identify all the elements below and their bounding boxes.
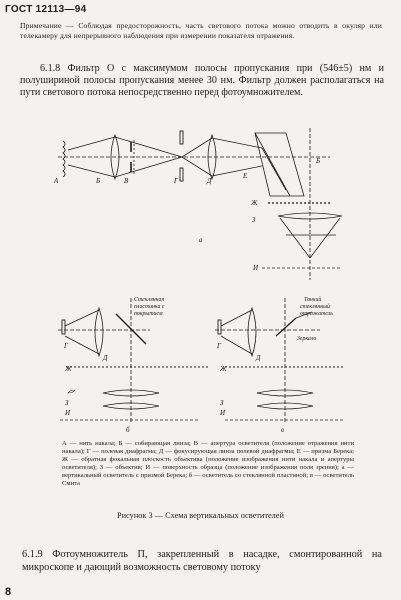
label-g-v: Г — [217, 342, 221, 350]
label-glass-plate-1: Стеклянная — [134, 297, 165, 303]
label-thin-mirror-3: отражатель — [300, 311, 333, 317]
label-i-b: И — [65, 409, 71, 417]
label-d-b: Д — [103, 354, 108, 362]
figure-legend: А — нить накала; Б — собирающая линза; В — апертура осветителя (положение отражения нити накала); Г — полевая диафрагма; Д — фокусирующая линза полевой диафрагмы; Е — призма Берека; Ж — обратная фокальная плоскость объектива (положение изображения нити накала и апертуры осветителя); З — объектив; И — поверхность образца (положение изображения поля зрения); а — вертикальный осветитель с призмой Берека; б — осветитель со стеклянной пластиной; в — осветитель Смита — [62, 440, 354, 487]
label-b-right: Б — [316, 157, 321, 165]
label-zh-b: Ж — [65, 365, 72, 373]
label-g-b: Г — [64, 342, 68, 350]
label-thin-mirror-2: стеклянный — [300, 304, 330, 310]
label-zh-v: Ж — [220, 365, 227, 373]
label-fig-b: б — [126, 426, 130, 434]
label-z-b: З — [65, 399, 69, 407]
label-g: Г — [174, 177, 178, 185]
diagram-a — [58, 128, 342, 280]
page-header: ГОСТ 12113—94 — [5, 4, 87, 15]
label-glass-plate-2: пластинка с — [134, 304, 165, 310]
label-glass-plate-3: покрытием — [134, 311, 163, 317]
label-d-v: Д — [256, 354, 261, 362]
label-i: И — [253, 264, 259, 272]
diagram-labels — [53, 157, 333, 434]
label-b: Б — [96, 177, 101, 185]
page-number: 8 — [5, 586, 12, 598]
label-fig-a: а — [199, 236, 203, 244]
label-e: Е — [243, 172, 248, 180]
label-v: В — [124, 177, 129, 185]
label-z-v: З — [220, 399, 224, 407]
label-fig-v: в — [281, 426, 285, 434]
label-thin-mirror-1: Тонкий — [304, 297, 322, 303]
clause-6-1-8: 6.1.8 Фильтр О с максимумом полосы пропускания при (546±5) нм и полушириной полосы пропускания менее 30 нм. Фильтр должен располагаться на пути светового потока непосредственно перед фотоумножителем. — [20, 63, 384, 99]
label-a: А — [54, 177, 59, 185]
label-z: З — [252, 216, 256, 224]
clause-6-1-9: 6.1.9 Фотоумножитель П, закрепленный в насадке, смонтированной на микроскопе и дающий возможность световому потоку — [22, 549, 382, 573]
label-mirror: Зеркало — [297, 336, 317, 342]
label-d: Д — [207, 177, 212, 185]
filament-coil — [63, 141, 65, 177]
label-i-v: И — [220, 409, 226, 417]
note-paragraph: Примечание — Соблюдая предосторожность, часть светового потока можно отводить в окуляр или телекамеру для непрерывного наблюдения при измерении показателя отражения. — [20, 21, 382, 40]
label-zh: Ж — [251, 199, 258, 207]
figure-caption: Рисунок 3 — Схема вертикальных осветителей — [117, 511, 284, 520]
